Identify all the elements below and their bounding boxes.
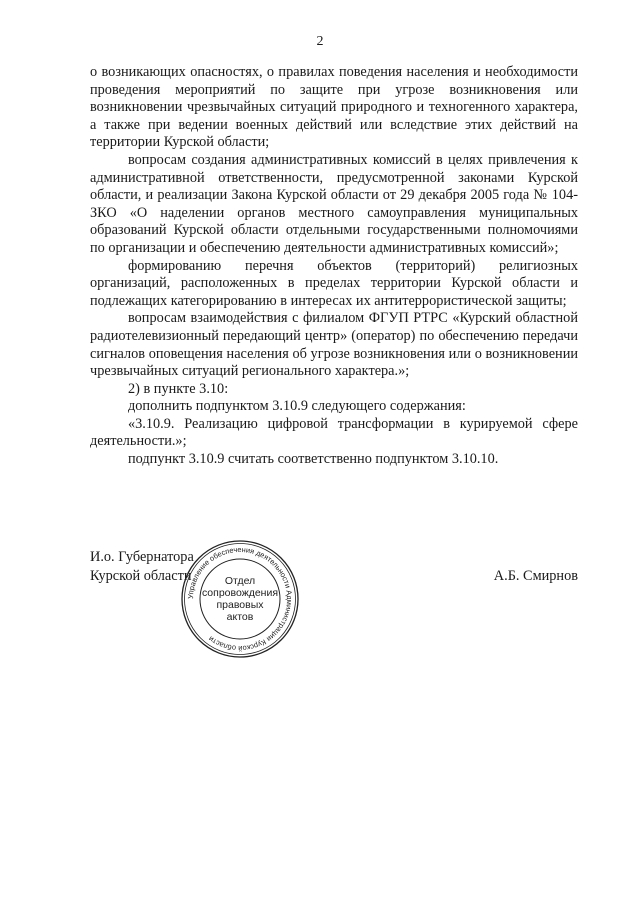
signatory-title-line1: И.о. Губернатора [90, 549, 194, 565]
paragraph-administrative-commissions: вопросам создания административных комиссий в целях привлечения к административной ответственности, предусмотренной законами Курской области, и реализации Закона Курской области от 29 декабря 2005 года № 104-ЗКО «О наделении органов местного самоуправления муниципальных образований Курской области отдельными государственными полномочиями по организации и обеспечению деятельности административных комиссий»; [90, 151, 578, 256]
page-number: 2 [316, 34, 324, 49]
stamp-line-1: Отдел [224, 575, 256, 587]
stamp-ring-text: Управление обеспечения деятельности Администрации Курской области [185, 544, 295, 654]
paragraph-add-subitem: дополнить подпунктом 3.10.9 следующего содержания: [128, 398, 466, 415]
paragraph-rtrs-interaction: вопросам взаимодействия с филиалом ФГУП РТРС «Курский областной радиотелевизионный передающий центр» (оператор) по обеспечению передачи сигналов оповещения населения об угрозе возникновения или о возникновении чрезвычайных ситуаций регионального характера.»; [90, 310, 578, 380]
paragraph-religious-organizations: формированию перечня объектов (территорий) религиозных организаций, расположенных в пределах территории Курской области и подлежащих категорированию в интересах их антитеррористической защиты; [90, 257, 578, 309]
signature-block [90, 548, 578, 648]
stamp-line-3: правовых [216, 599, 264, 611]
official-stamp [178, 537, 302, 661]
paragraph-subitem-3-10-9: «3.10.9. Реализацию цифровой трансформации в курируемой сфере деятельности.»; [90, 415, 578, 450]
signatory-name: А.Б. Смирнов [493, 568, 578, 584]
document-body [90, 64, 578, 469]
paragraph-warnings: о возникающих опасностях, о правилах поведения населения и необходимости проведения мероприятий по защите при угрозе возникновения или возникновении чрезвычайных ситуаций природного и техногенного характера, а также при ведении военных действий или вследствие этих действий на территории Курской области; [90, 64, 578, 151]
paragraph-renumber: подпункт 3.10.9 считать соответственно подпунктом 3.10.10. [128, 451, 499, 468]
stamp-center-text [178, 537, 302, 661]
paragraph-item-3-10: 2) в пункте 3.10: [128, 380, 229, 397]
signatory-title-line2: Курской области [90, 568, 192, 584]
stamp-line-2: сопровождения [201, 587, 279, 599]
stamp-line-4: актов [226, 611, 254, 623]
